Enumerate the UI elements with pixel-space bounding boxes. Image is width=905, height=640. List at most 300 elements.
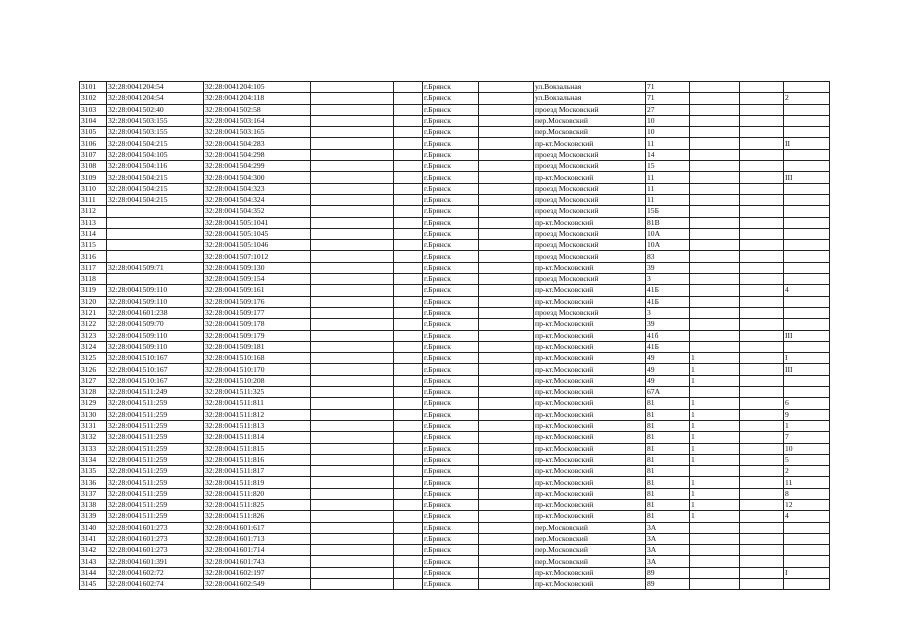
blank-cell-a <box>311 567 394 578</box>
city-cell: г.Брянск <box>423 115 479 126</box>
cadastral-number-cell: 32:28:0041509:176 <box>204 296 311 307</box>
cadastral-number-cell: 32:28:0041511:811 <box>204 398 311 409</box>
building-cell: 1 <box>690 511 740 522</box>
city-cell: г.Брянск <box>423 93 479 104</box>
blank-cell-d <box>740 183 784 194</box>
table-row <box>80 172 830 183</box>
building-cell: 1 <box>690 364 740 375</box>
street-cell: пр-кт.Московский <box>534 296 646 307</box>
cadastral-number-cell: 32:28:0041502:58 <box>204 104 311 115</box>
room-cell <box>784 556 830 567</box>
building-cell <box>690 138 740 149</box>
table-row <box>80 522 830 533</box>
parent-cadastral-number-cell: 32:28:0041504:215 <box>107 172 204 183</box>
blank-cell-b <box>394 127 423 138</box>
row-number-cell: 3143 <box>80 556 107 567</box>
row-number-cell: 3117 <box>80 262 107 273</box>
city-cell: г.Брянск <box>423 127 479 138</box>
blank-cell-b <box>394 387 423 398</box>
blank-cell-d <box>740 217 784 228</box>
blank-cell-c <box>479 274 534 285</box>
city-cell: г.Брянск <box>423 330 479 341</box>
blank-cell-b <box>394 375 423 386</box>
blank-cell-c <box>479 296 534 307</box>
row-number-cell: 3123 <box>80 330 107 341</box>
city-cell: г.Брянск <box>423 466 479 477</box>
house-number-cell: 71 <box>646 93 690 104</box>
parent-cadastral-number-cell: 32:28:0041511:259 <box>107 432 204 443</box>
table-row <box>80 194 830 205</box>
blank-cell-d <box>740 319 784 330</box>
table-row <box>80 477 830 488</box>
city-cell: г.Брянск <box>423 353 479 364</box>
blank-cell-b <box>394 533 423 544</box>
row-number-cell: 3113 <box>80 217 107 228</box>
cadastral-number-cell: 32:28:0041504:352 <box>204 206 311 217</box>
house-number-cell: 3 <box>646 307 690 318</box>
street-cell: проезд Московский <box>534 183 646 194</box>
city-cell: г.Брянск <box>423 194 479 205</box>
table-row <box>80 127 830 138</box>
parent-cadastral-number-cell: 32:28:0041204:54 <box>107 82 204 93</box>
blank-cell-b <box>394 420 423 431</box>
house-number-cell: 41Б <box>646 285 690 296</box>
parent-cadastral-number-cell: 32:28:0041510:167 <box>107 353 204 364</box>
blank-cell-d <box>740 285 784 296</box>
street-cell: пер.Московский <box>534 522 646 533</box>
house-number-cell: 81 <box>646 511 690 522</box>
city-cell: г.Брянск <box>423 161 479 172</box>
room-cell <box>784 579 830 590</box>
blank-cell-a <box>311 93 394 104</box>
blank-cell-a <box>311 341 394 352</box>
blank-cell-a <box>311 172 394 183</box>
building-cell <box>690 341 740 352</box>
building-cell: 1 <box>690 499 740 510</box>
blank-cell-c <box>479 556 534 567</box>
city-cell: г.Брянск <box>423 432 479 443</box>
parent-cadastral-number-cell: 32:28:0041511:259 <box>107 488 204 499</box>
row-number-cell: 3139 <box>80 511 107 522</box>
blank-cell-b <box>394 432 423 443</box>
blank-cell-d <box>740 443 784 454</box>
blank-cell-a <box>311 251 394 262</box>
row-number-cell: 3116 <box>80 251 107 262</box>
room-cell <box>784 240 830 251</box>
blank-cell-a <box>311 533 394 544</box>
city-cell: г.Брянск <box>423 443 479 454</box>
table-row <box>80 466 830 477</box>
blank-cell-a <box>311 161 394 172</box>
house-number-cell: 14 <box>646 149 690 160</box>
blank-cell-a <box>311 319 394 330</box>
row-number-cell: 3128 <box>80 387 107 398</box>
blank-cell-d <box>740 432 784 443</box>
blank-cell-b <box>394 194 423 205</box>
blank-cell-d <box>740 240 784 251</box>
records-table <box>79 81 830 590</box>
room-cell <box>784 533 830 544</box>
room-cell <box>784 387 830 398</box>
table-row <box>80 409 830 420</box>
room-cell: 10 <box>784 443 830 454</box>
blank-cell-d <box>740 104 784 115</box>
street-cell: проезд Московский <box>534 228 646 239</box>
cadastral-number-cell: 32:28:0041505:1045 <box>204 228 311 239</box>
street-cell: проезд Московский <box>534 240 646 251</box>
street-cell: пр-кт.Московский <box>534 398 646 409</box>
building-cell <box>690 567 740 578</box>
cadastral-number-cell: 32:28:0041509:130 <box>204 262 311 273</box>
cadastral-number-cell: 32:28:0041504:323 <box>204 183 311 194</box>
city-cell: г.Брянск <box>423 240 479 251</box>
room-cell <box>784 183 830 194</box>
parent-cadastral-number-cell <box>107 240 204 251</box>
street-cell: проезд Московский <box>534 274 646 285</box>
room-cell <box>784 522 830 533</box>
blank-cell-c <box>479 138 534 149</box>
table-row <box>80 206 830 217</box>
blank-cell-d <box>740 579 784 590</box>
cadastral-number-cell: 32:28:0041511:813 <box>204 420 311 431</box>
room-cell: I <box>784 567 830 578</box>
house-number-cell: 10А <box>646 240 690 251</box>
parent-cadastral-number-cell: 32:28:0041601:273 <box>107 522 204 533</box>
table-row <box>80 104 830 115</box>
cadastral-number-cell: 32:28:0041601:713 <box>204 533 311 544</box>
house-number-cell: 3А <box>646 533 690 544</box>
house-number-cell: 81 <box>646 466 690 477</box>
room-cell <box>784 319 830 330</box>
row-number-cell: 3112 <box>80 206 107 217</box>
blank-cell-a <box>311 217 394 228</box>
cadastral-number-cell: 32:28:0041509:179 <box>204 330 311 341</box>
city-cell: г.Брянск <box>423 556 479 567</box>
room-cell <box>784 274 830 285</box>
blank-cell-a <box>311 398 394 409</box>
building-cell <box>690 274 740 285</box>
building-cell: 1 <box>690 409 740 420</box>
cadastral-number-cell: 32:28:0041511:826 <box>204 511 311 522</box>
cadastral-number-cell: 32:28:0041510:170 <box>204 364 311 375</box>
blank-cell-b <box>394 82 423 93</box>
cadastral-number-cell: 32:28:0041504:298 <box>204 149 311 160</box>
cadastral-number-cell: 32:28:0041504:283 <box>204 138 311 149</box>
table-row <box>80 161 830 172</box>
row-number-cell: 3114 <box>80 228 107 239</box>
house-number-cell: 41б <box>646 330 690 341</box>
street-cell: пр-кт.Московский <box>534 454 646 465</box>
table-row <box>80 364 830 375</box>
building-cell: 1 <box>690 454 740 465</box>
street-cell: пр-кт.Московский <box>534 330 646 341</box>
blank-cell-b <box>394 274 423 285</box>
table-row <box>80 296 830 307</box>
house-number-cell: 81 <box>646 420 690 431</box>
street-cell: пр-кт.Московский <box>534 477 646 488</box>
table-row <box>80 488 830 499</box>
blank-cell-c <box>479 330 534 341</box>
building-cell <box>690 149 740 160</box>
room-cell <box>784 149 830 160</box>
row-number-cell: 3132 <box>80 432 107 443</box>
table-row <box>80 454 830 465</box>
blank-cell-b <box>394 511 423 522</box>
blank-cell-c <box>479 466 534 477</box>
building-cell <box>690 262 740 273</box>
parent-cadastral-number-cell: 32:28:0041509:110 <box>107 296 204 307</box>
parent-cadastral-number-cell: 32:28:0041511:259 <box>107 454 204 465</box>
building-cell <box>690 545 740 556</box>
street-cell: пр-кт.Московский <box>534 432 646 443</box>
parent-cadastral-number-cell: 32:28:0041504:215 <box>107 194 204 205</box>
city-cell: г.Брянск <box>423 567 479 578</box>
blank-cell-c <box>479 251 534 262</box>
room-cell <box>784 307 830 318</box>
room-cell <box>784 82 830 93</box>
city-cell: г.Брянск <box>423 149 479 160</box>
city-cell: г.Брянск <box>423 138 479 149</box>
building-cell: 1 <box>690 353 740 364</box>
blank-cell-b <box>394 579 423 590</box>
cadastral-number-cell: 32:28:0041509:181 <box>204 341 311 352</box>
cadastral-number-cell: 32:28:0041509:154 <box>204 274 311 285</box>
street-cell: пр-кт.Московский <box>534 172 646 183</box>
building-cell <box>690 579 740 590</box>
row-number-cell: 3121 <box>80 307 107 318</box>
table-row <box>80 285 830 296</box>
street-cell: проезд Московский <box>534 149 646 160</box>
street-cell: проезд Московский <box>534 251 646 262</box>
blank-cell-a <box>311 296 394 307</box>
blank-cell-b <box>394 341 423 352</box>
table-row <box>80 545 830 556</box>
row-number-cell: 3134 <box>80 454 107 465</box>
parent-cadastral-number-cell: 32:28:0041509:110 <box>107 330 204 341</box>
blank-cell-a <box>311 556 394 567</box>
blank-cell-d <box>740 409 784 420</box>
room-cell: 7 <box>784 432 830 443</box>
building-cell <box>690 127 740 138</box>
house-number-cell: 39 <box>646 319 690 330</box>
house-number-cell: 83 <box>646 251 690 262</box>
street-cell: проезд Московский <box>534 104 646 115</box>
parent-cadastral-number-cell: 32:28:0041504:215 <box>107 138 204 149</box>
street-cell: проезд Московский <box>534 307 646 318</box>
building-cell: 1 <box>690 432 740 443</box>
blank-cell-a <box>311 375 394 386</box>
city-cell: г.Брянск <box>423 172 479 183</box>
blank-cell-c <box>479 409 534 420</box>
blank-cell-d <box>740 161 784 172</box>
parent-cadastral-number-cell: 32:28:0041511:249 <box>107 387 204 398</box>
cadastral-number-cell: 32:28:0041509:178 <box>204 319 311 330</box>
street-cell: пр-кт.Московский <box>534 319 646 330</box>
room-cell: 9 <box>784 409 830 420</box>
blank-cell-d <box>740 262 784 273</box>
parent-cadastral-number-cell: 32:28:0041602:72 <box>107 567 204 578</box>
room-cell: 6 <box>784 398 830 409</box>
house-number-cell: 3А <box>646 545 690 556</box>
house-number-cell: 3А <box>646 522 690 533</box>
row-number-cell: 3108 <box>80 161 107 172</box>
cadastral-number-cell: 32:28:0041507:1012 <box>204 251 311 262</box>
row-number-cell: 3120 <box>80 296 107 307</box>
city-cell: г.Брянск <box>423 274 479 285</box>
building-cell: 1 <box>690 398 740 409</box>
street-cell: пр-кт.Московский <box>534 353 646 364</box>
room-cell: III <box>784 330 830 341</box>
blank-cell-b <box>394 319 423 330</box>
row-number-cell: 3115 <box>80 240 107 251</box>
table-body <box>80 82 830 590</box>
street-cell: пр-кт.Московский <box>534 387 646 398</box>
cadastral-number-cell: 32:28:0041204:105 <box>204 82 311 93</box>
building-cell <box>690 533 740 544</box>
room-cell: 12 <box>784 499 830 510</box>
building-cell <box>690 183 740 194</box>
parent-cadastral-number-cell: 32:28:0041510:167 <box>107 375 204 386</box>
cadastral-number-cell: 32:28:0041504:300 <box>204 172 311 183</box>
room-cell <box>784 341 830 352</box>
parent-cadastral-number-cell: 32:28:0041504:215 <box>107 183 204 194</box>
street-cell: ул.Вокзальная <box>534 93 646 104</box>
blank-cell-c <box>479 206 534 217</box>
parent-cadastral-number-cell: 32:28:0041511:259 <box>107 511 204 522</box>
blank-cell-b <box>394 296 423 307</box>
blank-cell-a <box>311 240 394 251</box>
room-cell: I <box>784 353 830 364</box>
blank-cell-c <box>479 443 534 454</box>
city-cell: г.Брянск <box>423 82 479 93</box>
table-row <box>80 138 830 149</box>
house-number-cell: 81 <box>646 488 690 499</box>
blank-cell-a <box>311 353 394 364</box>
street-cell: пр-кт.Московский <box>534 364 646 375</box>
house-number-cell: 81 <box>646 499 690 510</box>
cadastral-number-cell: 32:28:0041511:812 <box>204 409 311 420</box>
blank-cell-a <box>311 330 394 341</box>
table-row <box>80 341 830 352</box>
city-cell: г.Брянск <box>423 477 479 488</box>
table-row <box>80 183 830 194</box>
blank-cell-c <box>479 364 534 375</box>
building-cell <box>690 93 740 104</box>
street-cell: пер.Московский <box>534 533 646 544</box>
blank-cell-c <box>479 567 534 578</box>
blank-cell-b <box>394 409 423 420</box>
city-cell: г.Брянск <box>423 454 479 465</box>
blank-cell-d <box>740 127 784 138</box>
blank-cell-a <box>311 206 394 217</box>
room-cell: 8 <box>784 488 830 499</box>
parent-cadastral-number-cell: 32:28:0041510:167 <box>107 364 204 375</box>
building-cell <box>690 115 740 126</box>
blank-cell-b <box>394 240 423 251</box>
house-number-cell: 10А <box>646 228 690 239</box>
blank-cell-a <box>311 228 394 239</box>
blank-cell-a <box>311 499 394 510</box>
blank-cell-d <box>740 353 784 364</box>
room-cell: 4 <box>784 285 830 296</box>
building-cell <box>690 522 740 533</box>
row-number-cell: 3133 <box>80 443 107 454</box>
city-cell: г.Брянск <box>423 296 479 307</box>
blank-cell-b <box>394 364 423 375</box>
blank-cell-d <box>740 251 784 262</box>
blank-cell-b <box>394 183 423 194</box>
blank-cell-d <box>740 375 784 386</box>
blank-cell-b <box>394 172 423 183</box>
cadastral-number-cell: 32:28:0041509:177 <box>204 307 311 318</box>
building-cell <box>690 330 740 341</box>
blank-cell-a <box>311 387 394 398</box>
blank-cell-b <box>394 443 423 454</box>
blank-cell-c <box>479 488 534 499</box>
blank-cell-b <box>394 161 423 172</box>
blank-cell-d <box>740 387 784 398</box>
street-cell: пр-кт.Московский <box>534 488 646 499</box>
blank-cell-a <box>311 274 394 285</box>
row-number-cell: 3138 <box>80 499 107 510</box>
blank-cell-b <box>394 488 423 499</box>
blank-cell-d <box>740 341 784 352</box>
cadastral-number-cell: 32:28:0041511:825 <box>204 499 311 510</box>
blank-cell-d <box>740 149 784 160</box>
city-cell: г.Брянск <box>423 285 479 296</box>
row-number-cell: 3106 <box>80 138 107 149</box>
blank-cell-d <box>740 454 784 465</box>
blank-cell-b <box>394 149 423 160</box>
blank-cell-c <box>479 240 534 251</box>
parent-cadastral-number-cell: 32:28:0041601:273 <box>107 533 204 544</box>
street-cell: пр-кт.Московский <box>534 375 646 386</box>
blank-cell-d <box>740 567 784 578</box>
blank-cell-c <box>479 387 534 398</box>
parent-cadastral-number-cell: 32:28:0041509:110 <box>107 285 204 296</box>
building-cell <box>690 240 740 251</box>
city-cell: г.Брянск <box>423 307 479 318</box>
blank-cell-b <box>394 545 423 556</box>
blank-cell-c <box>479 104 534 115</box>
street-cell: пр-кт.Московский <box>534 499 646 510</box>
cadastral-number-cell: 32:28:0041511:816 <box>204 454 311 465</box>
building-cell <box>690 556 740 567</box>
room-cell: III <box>784 364 830 375</box>
blank-cell-c <box>479 420 534 431</box>
blank-cell-c <box>479 194 534 205</box>
house-number-cell: 49 <box>646 364 690 375</box>
parent-cadastral-number-cell: 32:28:0041601:391 <box>107 556 204 567</box>
room-cell: 2 <box>784 93 830 104</box>
blank-cell-a <box>311 138 394 149</box>
blank-cell-a <box>311 522 394 533</box>
street-cell: пер.Московский <box>534 115 646 126</box>
blank-cell-c <box>479 545 534 556</box>
blank-cell-b <box>394 398 423 409</box>
cadastral-number-cell: 32:28:0041503:165 <box>204 127 311 138</box>
parent-cadastral-number-cell: 32:28:0041511:259 <box>107 477 204 488</box>
street-cell: проезд Московский <box>534 194 646 205</box>
house-number-cell: 15 <box>646 161 690 172</box>
blank-cell-a <box>311 545 394 556</box>
building-cell: 1 <box>690 443 740 454</box>
table-row <box>80 375 830 386</box>
building-cell: 1 <box>690 420 740 431</box>
city-cell: г.Брянск <box>423 409 479 420</box>
table-row <box>80 432 830 443</box>
building-cell <box>690 194 740 205</box>
